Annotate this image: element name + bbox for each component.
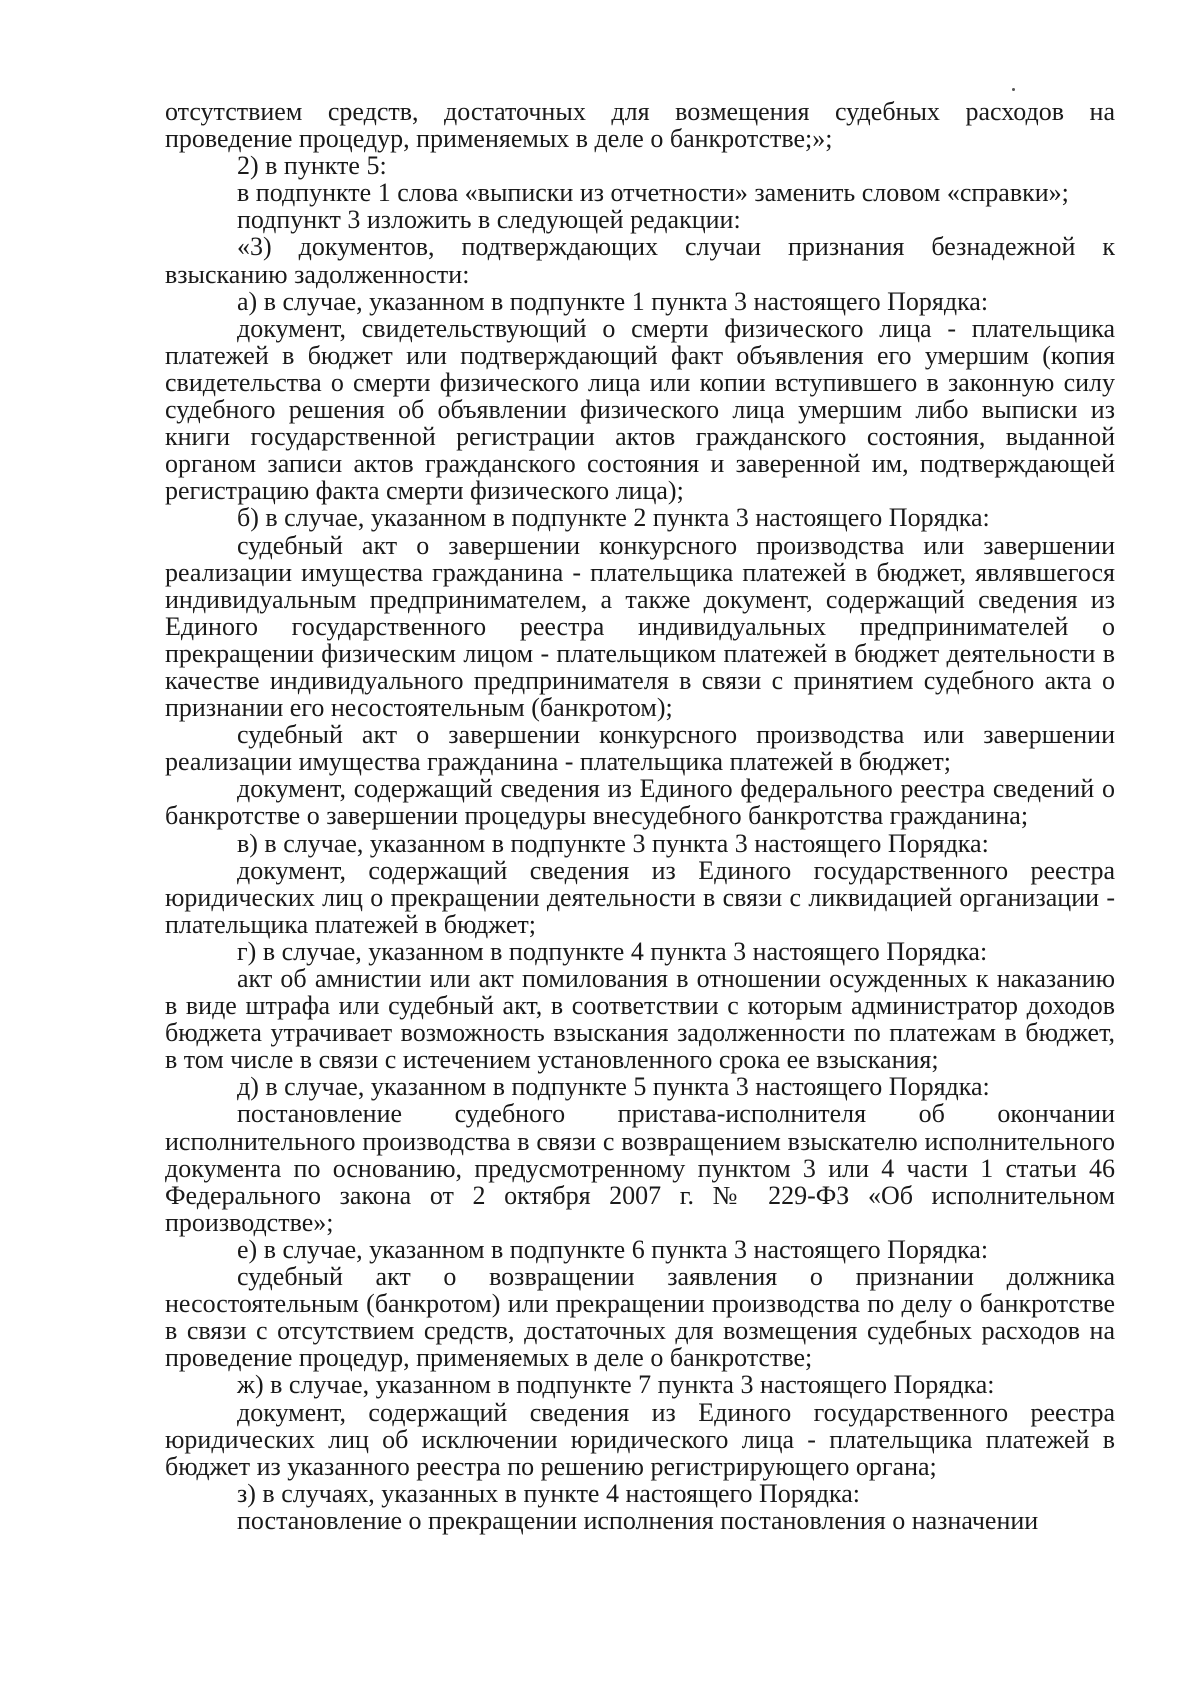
- paragraph: в подпункте 1 слова «выписки из отчетности» заменить словом «справки»;: [237, 178, 1069, 208]
- paragraph: е) в случае, указанном в подпункте 6 пункта 3 настоящего Порядка:: [237, 1234, 989, 1264]
- paragraph: документ, содержащий сведения из Единого государственного реестра юридических лиц об исключении юридического лица - плательщика платежей в бюджет из указанного реестра по решению регистрирующего органа;: [165, 1397, 1115, 1481]
- paragraph: а) в случае, указанном в подпункте 1 пункта 3 настоящего Порядка:: [237, 286, 989, 316]
- paragraph: в) в случае, указанном в подпункте 3 пункта 3 настоящего Порядка:: [237, 828, 989, 858]
- paragraph: подпункт 3 изложить в следующей редакции:: [237, 205, 741, 235]
- paragraph: «3) документов, подтверждающих случаи признания безнадежной к взысканию задолженности:: [165, 232, 1115, 289]
- paragraph: б) в случае, указанном в подпункте 2 пункта 3 настоящего Порядка:: [237, 503, 990, 533]
- paragraph: отсутствием средств, достаточных для возмещения судебных расходов на проведение процедур, применяемых в деле о банкротстве;»;: [165, 97, 1115, 154]
- paragraph: документ, свидетельствующий о смерти физического лица - плательщика платежей в бюджет или подтверждающий факт объявления его умершим (копия свидетельства о смерти физического лица или копии вступившего в законную силу судебного решения об объявлении физического лица умершим либо выписки из книги государственной регистрации актов гражданского состояния, выданной органом записи актов гражданского состояния и заверенной им, подтверждающей регистрацию факта смерти физического лица);: [165, 313, 1115, 506]
- paragraph: постановление о прекращении исполнения постановления о назначении: [237, 1505, 1039, 1535]
- paragraph: судебный акт о завершении конкурсного производства или завершении реализации имущества гражданина - плательщика платежей в бюджет;: [165, 720, 1115, 777]
- scan-speck: [1012, 88, 1015, 91]
- paragraph: постановление судебного пристава-исполнителя об окончании исполнительного производства в связи с возвращением взыскателю исполнительного документа по основанию, предусмотренному пунктом 3 или 4 части 1 статьи 46 Федерального закона от 2 октября 2007 г. № 229-ФЗ «Об исполнительном производстве»;: [165, 1099, 1115, 1237]
- paragraph: з) в случаях, указанных в пункте 4 настоящего Порядка:: [237, 1478, 860, 1508]
- paragraph: судебный акт о возвращении заявления о признании должника несостоятельным (банкротом) или прекращении производства по делу о банкротстве в связи с отсутствием средств, достаточных для возмещения судебных расходов на проведение процедур, применяемых в деле о банкротстве;: [165, 1262, 1115, 1373]
- document-body: [165, 98, 1115, 1534]
- paragraph: ж) в случае, указанном в подпункте 7 пункта 3 настоящего Порядка:: [237, 1370, 995, 1400]
- paragraph: 2) в пункте 5:: [237, 151, 387, 181]
- paragraph: документ, содержащий сведения из Единого государственного реестра юридических лиц о прекращении деятельности в связи с ликвидацией организации - плательщика платежей в бюджет;: [165, 855, 1115, 939]
- paragraph: д) в случае, указанном в подпункте 5 пункта 3 настоящего Порядка:: [237, 1072, 990, 1102]
- paragraph: г) в случае, указанном в подпункте 4 пункта 3 настоящего Порядка:: [237, 936, 988, 966]
- paragraph: судебный акт о завершении конкурсного производства или завершении реализации имущества гражданина - плательщика платежей в бюджет, являвшегося индивидуальным предпринимателем, а также документ, содержащий сведения из Единого государственного реестра индивидуальных предпринимателей о прекращении физическим лицом - плательщиком платежей в бюджет деятельности в качестве индивидуального предпринимателя в связи с принятием судебного акта о признании его несостоятельным (банкротом);: [165, 530, 1115, 723]
- paragraph: акт об амнистии или акт помилования в отношении осужденных к наказанию в виде штрафа или судебный акт, в соответствии с которым администратор доходов бюджета утрачивает возможность взыскания задолженности по платежам в бюджет, в том числе в связи с истечением установленного срока ее взыскания;: [165, 964, 1115, 1075]
- paragraph: документ, содержащий сведения из Единого федерального реестра сведений о банкротстве о завершении процедуры внесудебного банкротства гражданина;: [165, 774, 1115, 831]
